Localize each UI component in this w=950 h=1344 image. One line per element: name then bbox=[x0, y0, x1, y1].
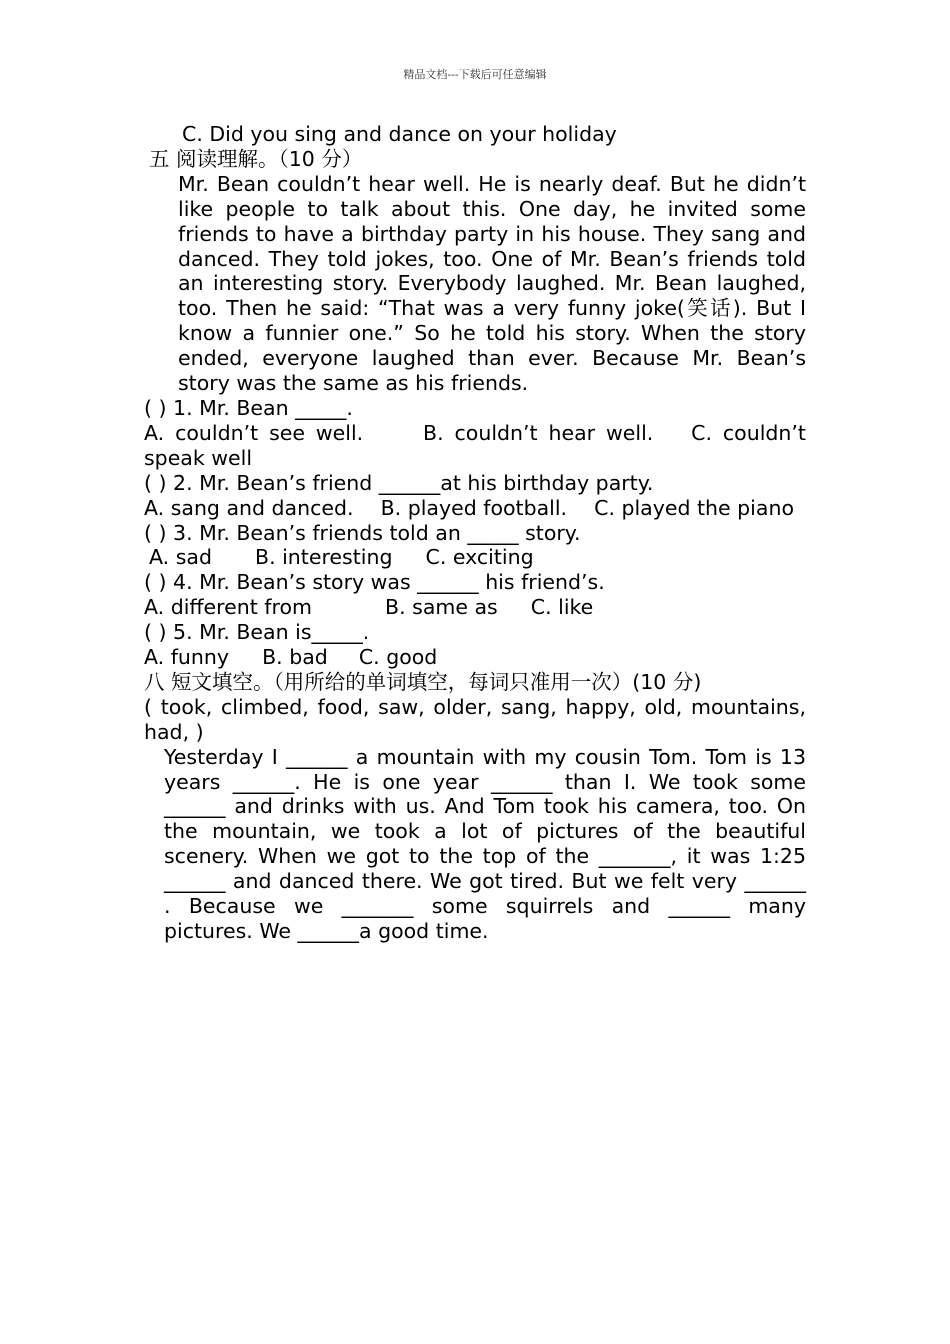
question-2-option-c: C. played the piano bbox=[594, 495, 794, 520]
question-5-option-a: A. funny bbox=[144, 645, 230, 670]
section8-passage: Yesterday I ______ a mountain with my cousin Tom. Tom is 13 years ______. He is one year ______ than I. We took some ______ and drinks with us. And Tom took his camera, too. On the mountain, we took a lot of pictures of the beautiful scenery. When we got to the top of the _______, it was 1:25 ______ and danced there. We got tired. But we felt very ______ . Because we _______ some squirrels and ______ many pictures. We ______a good time. bbox=[164, 744, 806, 943]
section5-passage: Mr. Bean couldn’t hear well. He is nearly deaf. But he didn’t like people to talk about this. One day, he invited some friends to have a birthday party in his house. They sang and danced. They told jokes, too. One of Mr. Bean’s friends told an interesting story. Everybody laughed. Mr. Bean laughed, too. Then he said: “That was a very funny joke(笑话). But I know a funnier one.” So he told his story. When the story ended, everyone laughed than ever. Because Mr. Bean’s story was the same as his friends. bbox=[178, 171, 806, 396]
question-5-options bbox=[144, 645, 806, 670]
section5-heading: 五 阅读理解。（10 分） bbox=[149, 146, 363, 171]
page-header: 精品文档---下载后可任意编辑 bbox=[403, 68, 547, 81]
question-5-stem: ( ) 5. Mr. Bean is_____. bbox=[144, 620, 370, 645]
question-1-option-b: B. couldn’t hear well. bbox=[423, 420, 654, 445]
previous-option-c: C. Did you sing and dance on your holiday bbox=[182, 122, 617, 146]
question-2-options bbox=[144, 496, 806, 521]
question-3-option-b: B. interesting bbox=[255, 545, 393, 570]
question-1-option-a: A. couldn’t see well. bbox=[144, 420, 364, 445]
question-2-stem: ( ) 2. Mr. Bean’s friend ______at his birthday party. bbox=[144, 470, 654, 495]
section8-word-bank: ( took, climbed, food, saw, older, sang, happy, old, mountains, had, ) bbox=[144, 694, 806, 744]
question-3-options bbox=[144, 545, 806, 570]
question-3-option-a: A. sad bbox=[149, 545, 212, 570]
question-5-option-c: C. good bbox=[358, 645, 438, 670]
question-4-option-c: C. like bbox=[530, 595, 594, 620]
question-2-option-b: B. played football. bbox=[380, 495, 568, 520]
question-1-options bbox=[144, 421, 806, 471]
question-4-option-a: A. different from bbox=[144, 595, 312, 620]
question-4-option-b: B. same as bbox=[385, 595, 498, 620]
question-5-option-b: B. bad bbox=[262, 645, 328, 670]
section8-heading: 八 短文填空。（用所给的单词填空，每词只准用一次）(10 分) bbox=[144, 669, 702, 694]
question-3-option-c: C. exciting bbox=[425, 545, 534, 570]
question-1-stem: ( ) 1. Mr. Bean _____. bbox=[144, 395, 353, 420]
question-2-option-a: A. sang and danced. bbox=[144, 495, 354, 520]
document-body bbox=[144, 122, 806, 944]
question-1-option-c: C. couldn’t speak well bbox=[144, 420, 806, 470]
question-4-options bbox=[144, 595, 806, 620]
question-3-stem: ( ) 3. Mr. Bean’s friends told an _____ story. bbox=[144, 520, 581, 545]
question-4-stem: ( ) 4. Mr. Bean’s story was ______ his friend’s. bbox=[144, 570, 605, 595]
